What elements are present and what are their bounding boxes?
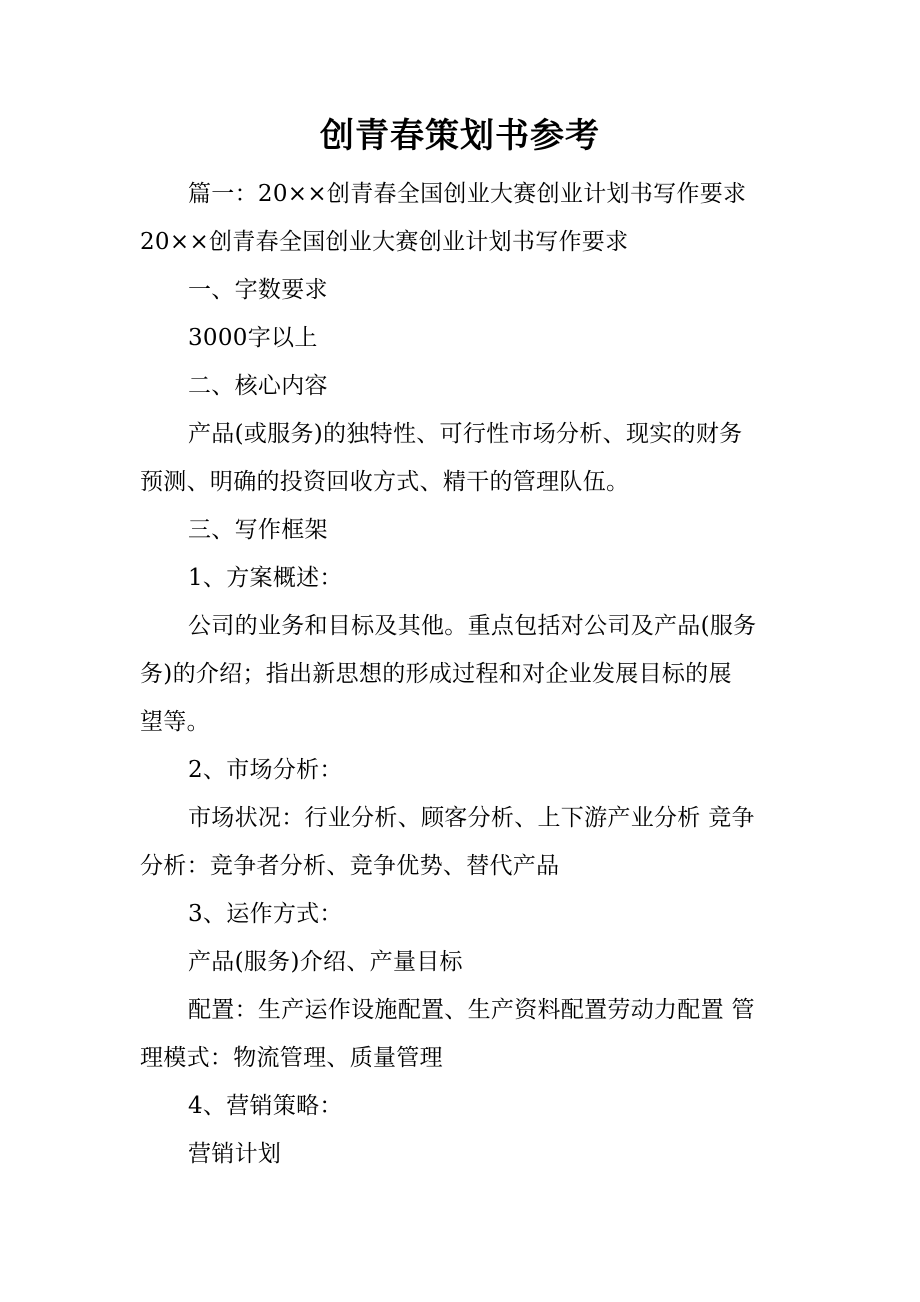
heading-word-count: 一、字数要求 bbox=[188, 277, 328, 303]
heading-writing-framework: 三、写作框架 bbox=[188, 517, 328, 543]
marketing-plan-text: 营销计划 bbox=[188, 1141, 282, 1167]
operation-config-paragraph-line-2: 理模式：物流管理、质量管理 bbox=[140, 1045, 443, 1071]
plan-overview-paragraph-line-2: 务)的介绍；指出新思想的形成过程和对企业发展目标的展 bbox=[140, 661, 732, 687]
heading-operation-mode: 3、运作方式： bbox=[188, 901, 343, 927]
page-title: 创青春策划书参考 bbox=[320, 116, 600, 156]
heading-marketing-strategy: 4、营销策略： bbox=[188, 1093, 343, 1119]
document-subtitle: 20××创青春全国创业大赛创业计划书写作要求 bbox=[140, 229, 629, 255]
operation-config-paragraph-line-1: 配置：生产运作设施配置、生产资料配置劳动力配置 管 bbox=[188, 997, 755, 1023]
heading-core-content: 二、核心内容 bbox=[188, 373, 328, 399]
market-analysis-paragraph-line-2: 分析：竞争者分析、竞争优势、替代产品 bbox=[140, 853, 560, 879]
word-count-text: 3000字以上 bbox=[188, 325, 318, 351]
heading-market-analysis: 2、市场分析： bbox=[188, 757, 343, 783]
core-content-paragraph-line-1: 产品(或服务)的独特性、可行性市场分析、现实的财务 bbox=[188, 421, 743, 447]
plan-overview-paragraph-line-3: 望等。 bbox=[140, 709, 210, 735]
market-analysis-paragraph-line-1: 市场状况：行业分析、顾客分析、上下游产业分析 竞争 bbox=[188, 805, 755, 831]
core-content-paragraph-line-2: 预测、明确的投资回收方式、精干的管理队伍。 bbox=[140, 469, 630, 495]
operation-product-text: 产品(服务)介绍、产量目标 bbox=[188, 949, 463, 975]
plan-overview-paragraph-line-1: 公司的业务和目标及其他。重点包括对公司及产品(服务 bbox=[188, 613, 757, 639]
section-heading-part-1: 篇一：20××创青春全国创业大赛创业计划书写作要求 bbox=[188, 181, 747, 207]
heading-plan-overview: 1、方案概述： bbox=[188, 565, 343, 591]
